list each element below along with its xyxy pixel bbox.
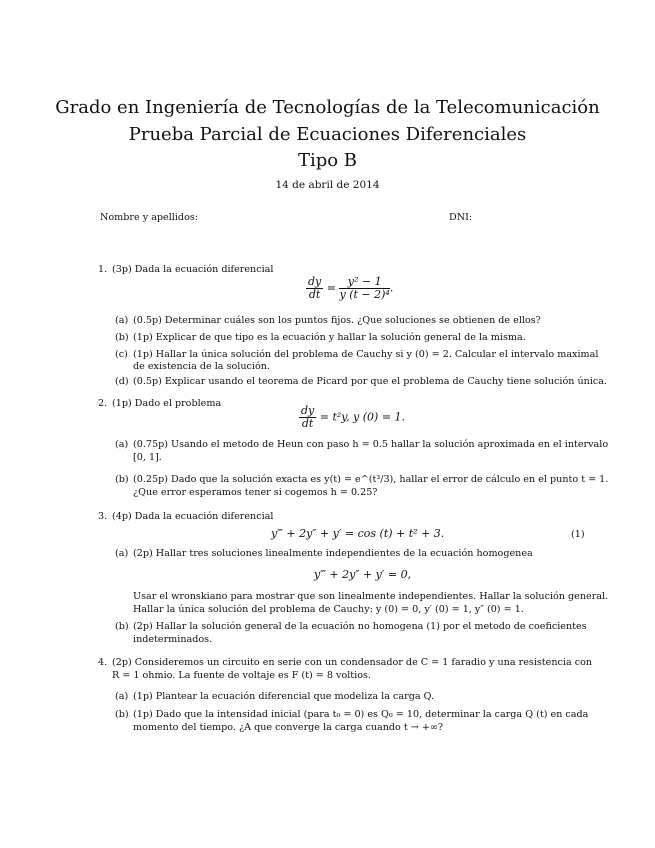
q1d-text: (0.5p) Explicar usando el teorema de Picard por que el problema de Cauchy tiene solución única. — [133, 376, 608, 387]
q1-eq-end: . — [389, 281, 394, 295]
q3b-text-2: indeterminados. — [133, 634, 213, 645]
exam-type: Tipo B — [297, 150, 358, 171]
q1-statement: (3p) Dada la ecuación diferencial — [112, 264, 274, 275]
q2b-text-2: ¿Que error esperamos tener si cogemos h = 0.25? — [133, 487, 378, 498]
q3a-text-2: Usar el wronskiano para mostrar que son linealmente independientes. Hallar la solución general. — [133, 591, 609, 602]
q1-equation — [306, 276, 393, 301]
q2a-label: (a) — [115, 439, 129, 450]
q3a-text-3: Hallar la única solución del problema de Cauchy: y (0) = 0, y′ (0) = 1, y″ (0) = 1. — [133, 604, 524, 615]
q2-eq-lhs-den: dt — [301, 417, 314, 430]
q1-eq-lhs-num: dy — [308, 275, 322, 288]
q4b-label: (b) — [115, 709, 129, 720]
q4-statement-1: (2p) Consideremos un circuito en serie con un condensador de C = 1 faradio y una resistencia con — [112, 657, 593, 668]
q1-eq-rhs-den: y (t − 2)⁴ — [339, 288, 390, 301]
q3a-text: (2p) Hallar tres soluciones linealmente independientes de la ecuación homogenea — [133, 548, 533, 559]
q1b-text: (1p) Explicar de que tipo es la ecuación y hallar la solución general de la misma. — [133, 332, 526, 343]
q4-statement-2: R = 1 ohmio. La fuente de voltaje es F (t) = 8 voltios. — [112, 670, 371, 681]
exam-title: Prueba Parcial de Ecuaciones Diferenciales — [128, 124, 527, 145]
name-field-label: Nombre y apellidos: — [100, 212, 199, 223]
q1-eq-lhs-den: dt — [308, 288, 321, 301]
q2-eq-rhs: = t²y, y (0) = 1. — [319, 410, 406, 424]
q1c-label: (c) — [115, 349, 128, 360]
q1b-label: (b) — [115, 332, 129, 343]
q2-statement: (1p) Dado el problema — [112, 398, 222, 409]
course-title: Grado en Ingeniería de Tecnologías de la Telecomunicación — [55, 97, 600, 118]
q2a-text-2: [0, 1]. — [133, 452, 162, 463]
q4-number: 4. — [98, 657, 108, 668]
q4a-label: (a) — [115, 691, 129, 702]
q4b-text-1: (1p) Dado que la intensidad inicial (para t₀ = 0) es Q₀ = 10, determinar la carga Q (t) en cada — [133, 709, 589, 720]
q1-number: 1. — [98, 264, 108, 275]
q1a-text: (0.5p) Determinar cuáles son los puntos fijos. ¿Que soluciones se obtienen de ellos? — [133, 315, 541, 326]
exam-date: 14 de abril de 2014 — [275, 179, 380, 191]
q2b-label: (b) — [115, 474, 129, 485]
dni-field-label: DNI: — [449, 212, 473, 223]
q4b-text-2: momento del tiempo. ¿A que converge la carga cuando t → +∞? — [133, 722, 444, 733]
q2a-text-1: (0.75p) Usando el metodo de Heun con paso h = 0.5 hallar la solución aproximada en el intervalo — [133, 439, 609, 450]
q2-equation — [299, 405, 405, 430]
q2-eq-lhs-num: dy — [301, 404, 315, 417]
q1c-text-1: (1p) Hallar la única solución del problema de Cauchy si y (0) = 2. Calcular el intervalo maximal — [133, 349, 599, 360]
q2-number: 2. — [98, 398, 108, 409]
q4a-text: (1p) Plantear la ecuación diferencial que modeliza la carga Q. — [133, 691, 435, 702]
q3b-label: (b) — [115, 621, 129, 632]
q3-number: 3. — [98, 511, 108, 522]
q3b-text-1: (2p) Hallar la solución general de la ecuación no homogena (1) por el metodo de coeficientes — [133, 621, 587, 632]
q3a-label: (a) — [115, 548, 129, 559]
q1a-label: (a) — [115, 315, 129, 326]
q2b-text-1: (0.25p) Dado que la solución exacta es y(t) = e^(t³/3), hallar el error de cálculo en el punto t = 1. — [133, 474, 609, 485]
q3a-equation: y‴ + 2y″ + y′ = 0, — [314, 568, 412, 581]
q3-statement: (4p) Dada la ecuación diferencial — [112, 511, 274, 522]
q1c-text-2: de existencia de la solución. — [133, 361, 270, 372]
q1-eq-equals: = — [326, 281, 336, 295]
q1-eq-rhs-num: y² − 1 — [339, 276, 389, 289]
q3-equation-tag: (1) — [571, 529, 585, 540]
q3-equation: y‴ + 2y″ + y′ = cos (t) + t² + 3. — [271, 527, 445, 540]
q1d-label: (d) — [115, 376, 129, 387]
